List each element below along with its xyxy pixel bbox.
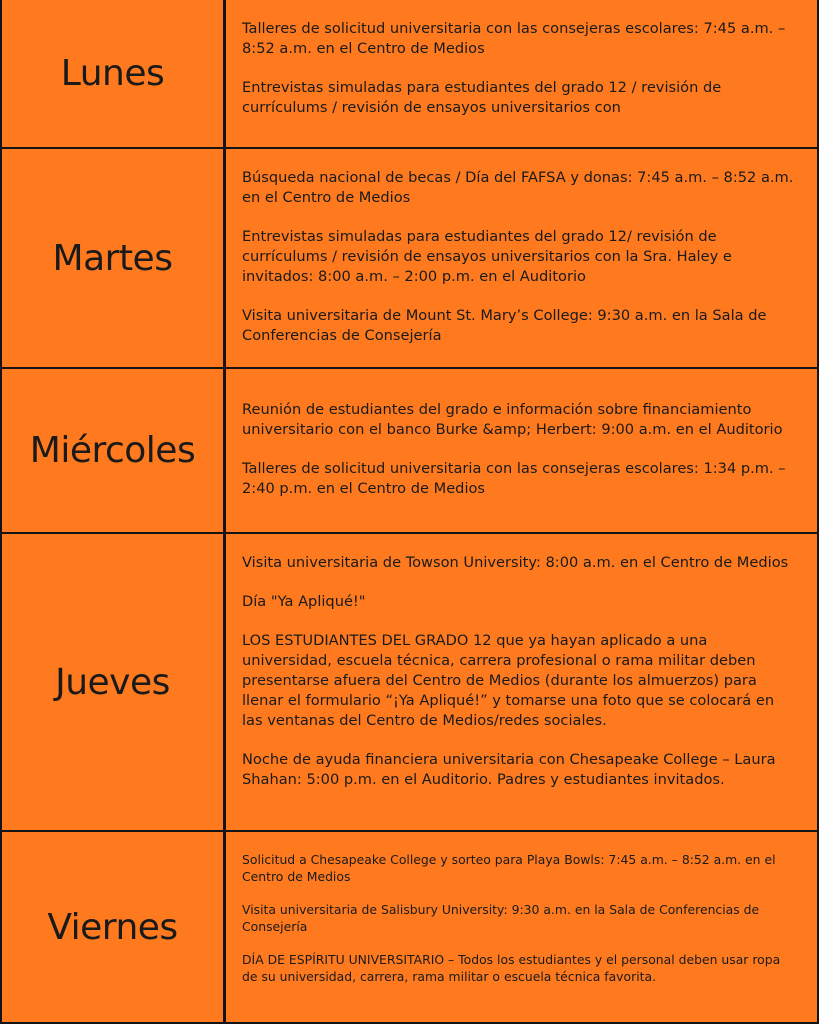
event-item: DÍA DE ESPÍRITU UNIVERSITARIO – Todos los estudiantes y el personal deben usar ropa de su universidad, carrera, rama militar o escuela técnica favorita. (242, 952, 781, 984)
event-item: Solicitud a Chesapeake College y sorteo para Playa Bowls: 7:45 a.m. – 8:52 a.m. en el Centro de Medios (242, 852, 776, 884)
events-lunes (226, 0, 817, 147)
day-row-martes (2, 149, 817, 369)
event-item: Búsqueda nacional de becas / Día del FAFSA y donas: 7:45 a.m. – 8:52 a.m. en el Centro de Medios (242, 169, 794, 206)
events-martes (226, 149, 817, 367)
day-name-lunes: Lunes (2, 0, 226, 147)
day-name-jueves: Jueves (2, 534, 226, 830)
day-row-miercoles (2, 369, 817, 534)
day-name-miercoles: Miércoles (2, 369, 226, 532)
event-item: Visita universitaria de Salisbury University: 9:30 a.m. en la Sala de Conferencias de Consejería (242, 902, 760, 934)
event-item: Visita universitaria de Mount St. Mary’s College: 9:30 a.m. en la Sala de Conferencias de Consejería (242, 307, 767, 344)
day-name-viernes: Viernes (2, 832, 226, 1022)
event-item: Noche de ayuda financiera universitaria con Chesapeake College – Laura Shahan: 5:00 p.m. en el Auditorio. Padres y estudiantes invitados. (242, 751, 776, 788)
event-item: Entrevistas simuladas para estudiantes del grado 12/ revisión de currículums / revisión de ensayos universitarios con la Sra. Haley e invitados: 8:00 a.m. – 2:00 p.m. en el Auditorio (242, 228, 732, 285)
event-item: LOS ESTUDIANTES DEL GRADO 12 que ya hayan aplicado a una universidad, escuela técnica, carrera profesional o rama militar deben presentarse afuera del Centro de Medios (durante los almuerzos) para llenar el formulario “¡Ya Apliqué!” y tomarse una foto que se colocará en las ventanas del Centro de Medios/redes sociales. (242, 632, 775, 729)
day-row-jueves (2, 534, 817, 832)
events-viernes (226, 832, 817, 1022)
event-item: Entrevistas simuladas para estudiantes del grado 12 / revisión de currículums / revisión de ensayos universitarios con (242, 79, 722, 116)
event-item: Día "Ya Apliqué!" (242, 593, 366, 610)
day-name-martes: Martes (2, 149, 226, 367)
day-row-lunes (2, 0, 817, 149)
event-item: Reunión de estudiantes del grado e información sobre financiamiento universitario con el banco Burke &amp; Herbert: 9:00 a.m. en el Auditorio (242, 401, 783, 438)
day-row-viernes (2, 832, 817, 1024)
events-jueves (226, 534, 817, 830)
event-item: Talleres de solicitud universitaria con las consejeras escolares: 1:34 p.m. – 2:40 p.m. en el Centro de Medios (242, 460, 786, 497)
event-item: Talleres de solicitud universitaria con las consejeras escolares: 7:45 a.m. – 8:52 a.m. en el Centro de Medios (242, 20, 786, 57)
event-item: Visita universitaria de Towson University: 8:00 a.m. en el Centro de Medios (242, 554, 789, 571)
events-miercoles (226, 369, 817, 532)
